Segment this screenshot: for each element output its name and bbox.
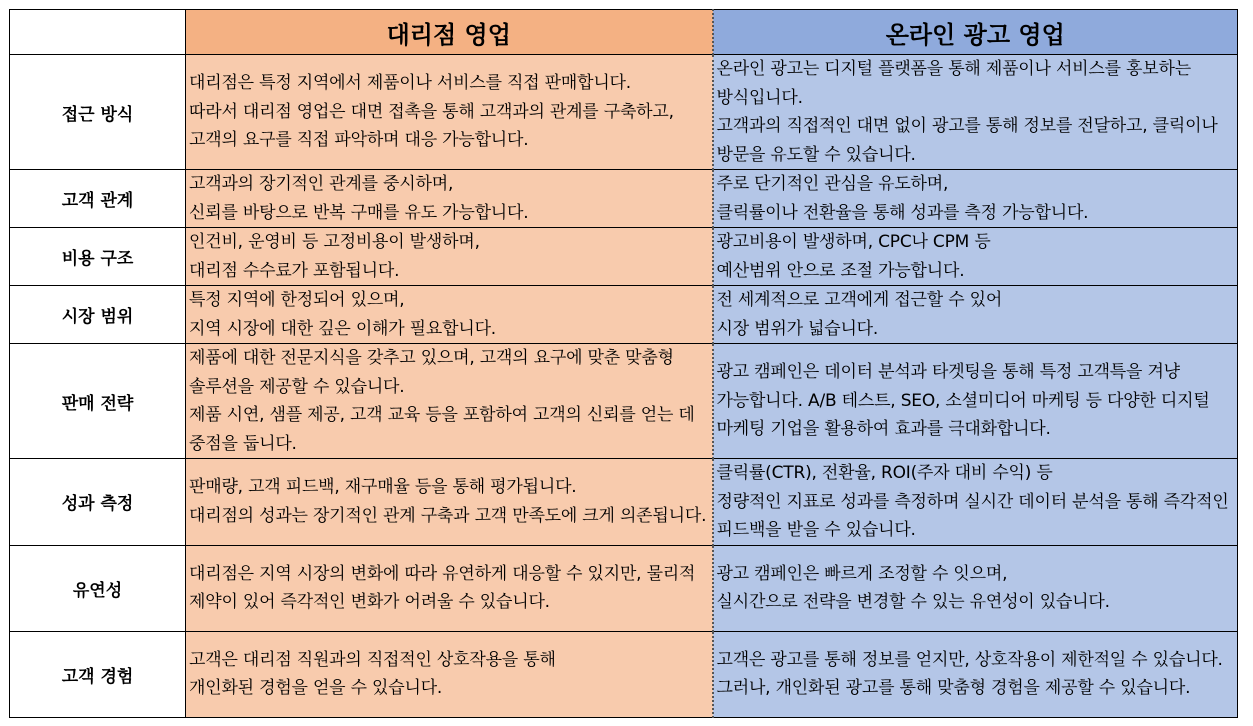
online-ad-sales-cell bbox=[713, 631, 1238, 717]
table-row bbox=[10, 459, 1238, 546]
cell-text-line: 광고 캠페인은 빠르게 조정할 수 잇으며, bbox=[716, 563, 1008, 584]
agency-sales-cell bbox=[186, 631, 713, 717]
cell-text-line: 광고비용이 발생하며, CPC나 CPM 등 bbox=[716, 232, 991, 252]
header-row bbox=[10, 10, 1238, 55]
online-ad-sales-cell bbox=[713, 55, 1238, 170]
table-row bbox=[10, 545, 1238, 631]
cell-text-line: 대리점은 지역 시장의 변화에 따라 유연하게 대응할 수 있지만, 물리적 제약이 있어 즉각적인 변화가 어려울 수 있습니다. bbox=[189, 563, 696, 612]
cell-text-line: 따라서 대리점 영업은 대면 접촉을 통해 고객과의 관계를 구축하고, 고객의 요구를 직접 파악하며 대응 가능합니다. bbox=[189, 101, 674, 151]
agency-sales-cell bbox=[186, 286, 713, 344]
row-label: 유연성 bbox=[10, 545, 186, 631]
agency-sales-cell bbox=[186, 55, 713, 170]
cell-text-line: 제품에 대한 전문지식을 갖추고 있으며, 고객의 요구에 맞춘 맞춤형 솔루션을 제공할 수 있습니다. bbox=[189, 348, 674, 397]
comparison-table bbox=[9, 9, 1238, 718]
cell-text-line: 광고 캠페인은 데이터 분석과 타겟팅을 통해 특정 고객특을 겨냥 가능합니다. A/B 테스트, SEO, 소셜미디어 마케팅 등 다양한 디지털 마케팅 기업을 활용하여 효과를 극대화합니다. bbox=[716, 362, 1210, 440]
header-agency-sales: 대리점 영업 bbox=[186, 10, 713, 55]
online-ad-sales-cell bbox=[713, 459, 1238, 546]
cell-text-line: 대리점 수수료가 포함됩니다. bbox=[189, 260, 400, 281]
agency-sales-cell bbox=[186, 545, 713, 631]
online-ad-sales-cell bbox=[713, 228, 1238, 286]
row-label: 판매 전략 bbox=[10, 344, 186, 459]
cell-text-line: 고객은 광고를 통해 정보를 얻지만, 상호작용이 제한적일 수 있습니다. 그러나, 개인화된 광고를 통해 맞춤형 경험을 제공할 수 있습니다. bbox=[716, 649, 1223, 698]
cell-text-line: 전 세계적으로 고객에게 접근할 수 있어 bbox=[716, 290, 1003, 310]
cell-text-line: 클릭률이나 전환율을 통해 성과를 측정 가능합니다. bbox=[716, 202, 1089, 223]
cell-text-line: 온라인 광고는 디지털 플랫폼을 통해 제품이나 서비스를 홍보하는 방식입니다. bbox=[716, 59, 1191, 108]
cell-text-line: 대리점은 특정 지역에서 제품이나 서비스를 직접 판매합니다. bbox=[189, 73, 631, 94]
agency-sales-cell bbox=[186, 344, 713, 459]
table-row bbox=[10, 228, 1238, 286]
online-ad-sales-cell bbox=[713, 344, 1238, 459]
cell-text-line: 개인화된 경험을 얻을 수 있습니다. bbox=[189, 678, 443, 698]
cell-text-line: 고객과의 직접적인 대면 없이 광고를 통해 정보를 전달하고, 클릭이나 방문을 유도할 수 있습니다. bbox=[716, 116, 1218, 165]
table-row bbox=[10, 286, 1238, 344]
row-label: 접근 방식 bbox=[10, 55, 186, 170]
cell-text-line: 예산범위 안으로 조절 가능합니다. bbox=[716, 260, 965, 281]
row-label: 고객 관계 bbox=[10, 170, 186, 228]
cell-text-line: 정량적인 지표로 성과를 측정하며 실시간 데이터 분석을 통해 즉각적인 피드백을 받을 수 있습니다. bbox=[716, 491, 1229, 540]
cell-text-line: 클릭률(CTR), 전환율, ROI(주자 대비 수익) 등 bbox=[716, 463, 1053, 483]
online-ad-sales-cell bbox=[713, 286, 1238, 344]
cell-text-line: 고객은 대리점 직원과의 직접적인 상호작용을 통해 bbox=[189, 649, 556, 670]
table-row bbox=[10, 631, 1238, 717]
cell-text-line: 주로 단기적인 관심을 유도하며, bbox=[716, 174, 949, 194]
cell-text-line: 인건비, 운영비 등 고정비용이 발생하며, bbox=[189, 232, 480, 252]
row-label: 성과 측정 bbox=[10, 459, 186, 546]
row-label: 시장 범위 bbox=[10, 286, 186, 344]
row-label: 비용 구조 bbox=[10, 228, 186, 286]
header-corner-cell bbox=[10, 10, 186, 55]
header-online-ad-sales: 온라인 광고 영업 bbox=[713, 10, 1238, 55]
cell-text-line: 제품 시연, 샘플 제공, 고객 교육 등을 포함하여 고객의 신뢰를 얻는 데 중점을 둡니다. bbox=[189, 405, 695, 454]
agency-sales-cell bbox=[186, 459, 713, 546]
online-ad-sales-cell bbox=[713, 545, 1238, 631]
online-ad-sales-cell bbox=[713, 170, 1238, 228]
cell-text-line: 대리점의 성과는 장기적인 관계 구축과 고객 만족도에 크게 의존됩니다. bbox=[189, 505, 707, 526]
table-row bbox=[10, 170, 1238, 228]
cell-text-line: 실시간으로 전략을 변경할 수 있는 유연성이 있습니다. bbox=[716, 592, 1110, 612]
row-label: 고객 경험 bbox=[10, 631, 186, 717]
agency-sales-cell bbox=[186, 228, 713, 286]
table-row bbox=[10, 55, 1238, 170]
cell-text-line: 시장 범위가 넓습니다. bbox=[716, 318, 879, 339]
cell-text-line: 판매량, 고객 피드백, 재구매율 등을 통해 평가됩니다. bbox=[189, 477, 577, 498]
cell-text-line: 고객과의 장기적인 관계를 중시하며, bbox=[189, 174, 454, 194]
table-row bbox=[10, 344, 1238, 459]
cell-text-line: 특정 지역에 한정되어 있으며, bbox=[189, 290, 405, 310]
cell-text-line: 신뢰를 바탕으로 반복 구매를 유도 가능합니다. bbox=[189, 202, 529, 223]
cell-text-line: 지역 시장에 대한 깊은 이해가 필요합니다. bbox=[189, 318, 496, 339]
agency-sales-cell bbox=[186, 170, 713, 228]
